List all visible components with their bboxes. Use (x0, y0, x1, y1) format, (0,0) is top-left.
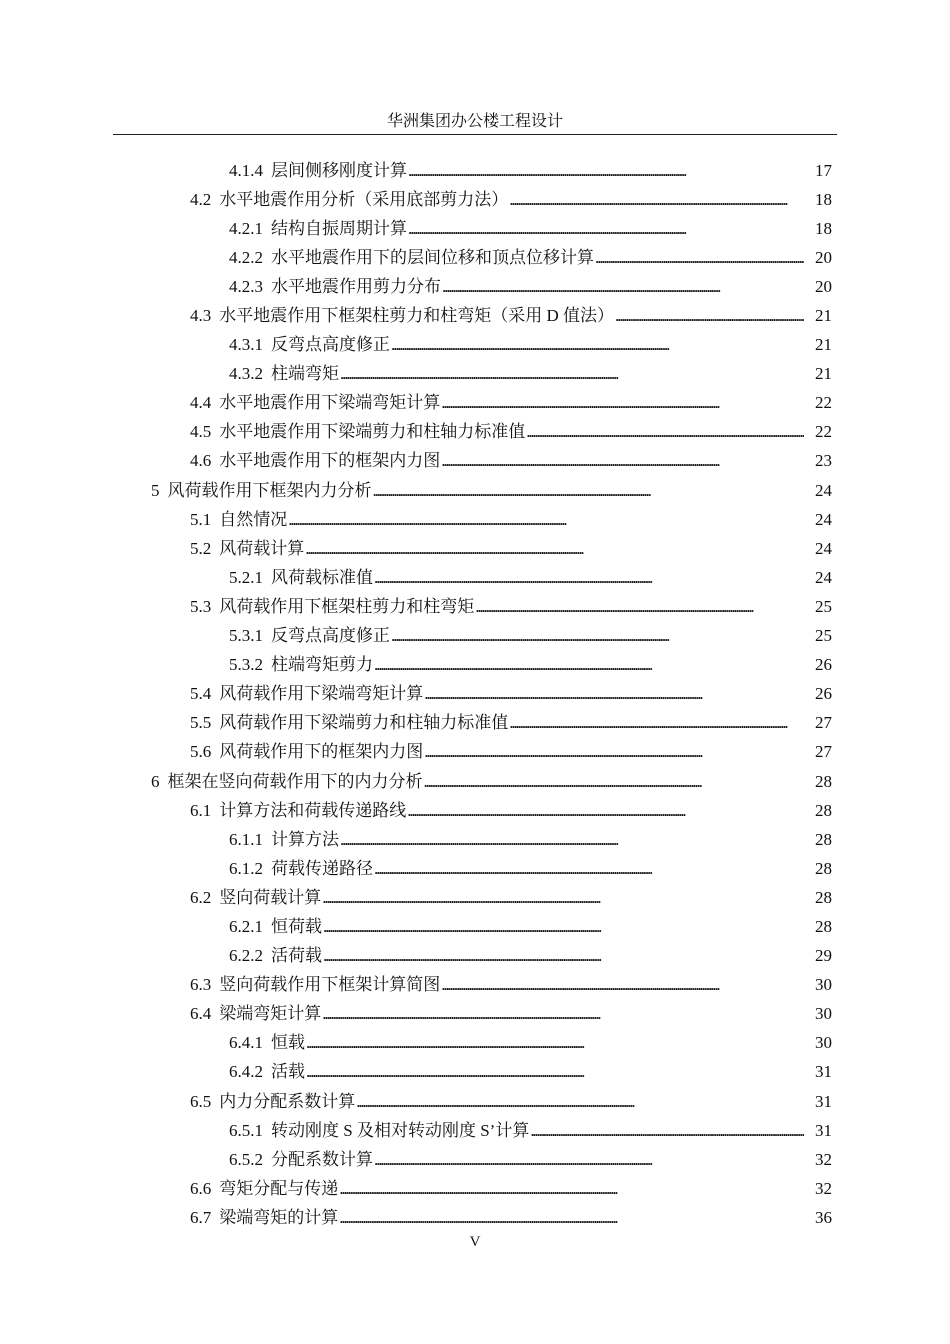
toc-page-number: 22 (804, 422, 832, 442)
toc-section-number: 6.2 (190, 887, 212, 907)
toc-entry-label (190, 1004, 322, 1024)
toc-entry[interactable] (0, 622, 950, 651)
toc-section-number: 6.5 (190, 1091, 212, 1111)
toc-section-title: 转动刚度 S 及相对转动刚度 S’计算 (271, 1120, 530, 1140)
toc-section-title: 活荷载 (271, 946, 322, 966)
toc-entry-label (229, 219, 408, 239)
page-number: V (469, 1234, 481, 1250)
toc-dot-leader (391, 626, 804, 646)
toc-page-number: 28 (804, 888, 832, 908)
toc-entry-label (229, 1121, 530, 1141)
toc-entry[interactable] (0, 185, 950, 214)
toc-dot-leader (306, 1062, 804, 1082)
toc-section-number: 5.1 (190, 509, 212, 529)
toc-entry[interactable] (0, 389, 950, 418)
toc-page-number: 26 (804, 684, 832, 704)
toc-page-number: 28 (804, 830, 832, 850)
toc-page-number: 25 (804, 597, 832, 617)
toc-section-number: 5.3 (190, 596, 212, 616)
toc-section-number: 6.2.2 (229, 946, 263, 966)
toc-section-number: 6.6 (190, 1178, 212, 1198)
toc-entry[interactable] (0, 767, 950, 796)
toc-entry[interactable] (0, 942, 950, 971)
toc-entry[interactable] (0, 1145, 950, 1174)
toc-section-number: 4.3.1 (229, 335, 263, 355)
toc-dot-leader (509, 190, 804, 210)
toc-section-title: 内力分配系数计算 (219, 1091, 356, 1111)
toc-section-title: 计算方法和荷载传递路线 (219, 800, 407, 820)
toc-entry[interactable] (0, 592, 950, 621)
toc-page-number: 28 (804, 801, 832, 821)
toc-dot-leader (424, 772, 805, 792)
toc-page-number: 31 (804, 1092, 832, 1112)
toc-dot-leader (306, 1033, 804, 1053)
toc-entry-label (190, 975, 441, 995)
toc-section-number: 6.5.2 (229, 1149, 263, 1169)
table-of-contents (0, 156, 950, 1232)
toc-section-title: 反弯点高度修正 (271, 626, 390, 646)
toc-entry-label (190, 801, 407, 821)
toc-page-number: 25 (804, 626, 832, 646)
toc-section-title: 恒载 (271, 1033, 305, 1053)
toc-entry-label (190, 888, 322, 908)
toc-section-title: 计算方法 (271, 829, 339, 849)
toc-dot-leader (615, 306, 804, 326)
toc-page-number: 21 (804, 306, 832, 326)
toc-entry[interactable] (0, 1174, 950, 1203)
toc-entry-label (190, 597, 475, 617)
toc-dot-leader (391, 335, 804, 355)
toc-dot-leader (339, 1208, 804, 1228)
toc-entry-label (229, 1062, 306, 1082)
toc-entry[interactable] (0, 505, 950, 534)
toc-entry-label (190, 684, 424, 704)
toc-entry-label (229, 917, 323, 937)
toc-entry[interactable] (0, 563, 950, 592)
toc-section-number: 6.3 (190, 975, 212, 995)
toc-section-title: 水平地震作用下的框架内力图 (219, 451, 441, 471)
toc-dot-leader (339, 1179, 804, 1199)
toc-section-number: 6.1.1 (229, 829, 263, 849)
toc-section-title: 柱端弯矩 (271, 364, 339, 384)
toc-dot-leader (356, 1092, 804, 1112)
toc-section-number: 6.5.1 (229, 1120, 263, 1140)
toc-section-title: 框架在竖向荷载作用下的内力分析 (167, 771, 423, 791)
toc-dot-leader (441, 975, 804, 995)
toc-section-number: 4.2.1 (229, 218, 263, 238)
toc-dot-leader (441, 451, 804, 471)
toc-dot-leader (441, 393, 804, 413)
toc-dot-leader (408, 161, 804, 181)
toc-page-number: 26 (804, 655, 832, 675)
toc-section-title: 竖向荷载作用下框架计算简图 (219, 975, 441, 995)
toc-entry-label (229, 655, 374, 675)
toc-entry-label (229, 626, 391, 646)
toc-entry[interactable] (0, 1058, 950, 1087)
toc-section-title: 风荷载作用下梁端剪力和柱轴力标准值 (219, 713, 509, 733)
toc-page-number: 32 (804, 1179, 832, 1199)
toc-entry-label (229, 1033, 306, 1053)
toc-entry-label (190, 393, 441, 413)
toc-entry-label (151, 481, 373, 501)
toc-entry[interactable] (0, 214, 950, 243)
toc-section-title: 梁端弯矩的计算 (219, 1207, 339, 1227)
toc-section-number: 4.2 (190, 189, 212, 209)
toc-page-number: 27 (804, 742, 832, 762)
toc-section-title: 荷载传递路径 (271, 858, 373, 878)
toc-section-number: 4.3.2 (229, 364, 263, 384)
toc-entry-label (190, 1179, 339, 1199)
toc-entry-label (190, 451, 441, 471)
toc-entry[interactable] (0, 331, 950, 360)
toc-dot-leader (424, 684, 804, 704)
toc-entry[interactable] (0, 796, 950, 825)
toc-dot-leader (475, 597, 804, 617)
toc-dot-leader (323, 917, 804, 937)
toc-section-number: 4.1.4 (229, 160, 263, 180)
toc-page-number: 30 (804, 975, 832, 995)
toc-dot-leader (374, 655, 804, 675)
toc-entry[interactable] (0, 854, 950, 883)
toc-dot-leader (595, 248, 804, 268)
toc-entry-label (151, 772, 424, 792)
toc-section-number: 6.2.1 (229, 916, 263, 936)
toc-page-number: 36 (804, 1208, 832, 1228)
toc-section-number: 6.4 (190, 1004, 212, 1024)
toc-section-number: 6.1 (190, 800, 212, 820)
toc-entry[interactable] (0, 883, 950, 912)
page-header: 华洲集团办公楼工程设计 (386, 113, 563, 130)
toc-entry[interactable] (0, 1116, 950, 1145)
toc-page-number: 24 (804, 568, 832, 588)
toc-section-number: 5.5 (190, 713, 212, 733)
toc-dot-leader (442, 277, 804, 297)
toc-section-title: 水平地震作用分析（采用底部剪力法） (219, 189, 509, 209)
toc-section-title: 结构自振周期计算 (271, 218, 407, 238)
toc-entry-label (229, 1150, 374, 1170)
toc-dot-leader (374, 1150, 804, 1170)
toc-dot-leader (374, 859, 804, 879)
toc-section-number: 4.3 (190, 306, 212, 326)
toc-section-title: 柱端弯矩剪力 (271, 655, 373, 675)
toc-entry[interactable] (0, 912, 950, 941)
toc-entry-label (190, 742, 424, 762)
toc-dot-leader (323, 946, 804, 966)
toc-section-title: 弯矩分配与传递 (219, 1178, 339, 1198)
toc-entry[interactable] (0, 243, 950, 272)
toc-section-title: 梁端弯矩计算 (219, 1004, 322, 1024)
toc-page-number: 23 (804, 451, 832, 471)
toc-section-number: 5.2.1 (229, 567, 263, 587)
toc-entry-label (190, 422, 526, 442)
toc-entry-label (229, 568, 374, 588)
toc-section-number: 6.4.2 (229, 1062, 263, 1082)
toc-section-title: 反弯点高度修正 (271, 335, 390, 355)
toc-section-number: 5.3.2 (229, 655, 263, 675)
toc-dot-leader (407, 801, 804, 821)
toc-dot-leader (374, 568, 804, 588)
toc-page-number: 21 (804, 364, 832, 384)
toc-section-number: 6 (151, 771, 160, 791)
toc-page-number: 20 (804, 248, 832, 268)
toc-section-number: 6.7 (190, 1207, 212, 1227)
toc-entry[interactable] (0, 709, 950, 738)
toc-entry[interactable] (0, 651, 950, 680)
toc-section-number: 5.6 (190, 742, 212, 762)
toc-section-title: 活载 (271, 1062, 305, 1082)
toc-section-number: 4.4 (190, 393, 212, 413)
toc-entry-label (190, 306, 615, 326)
toc-section-title: 风荷载计算 (219, 538, 305, 558)
toc-entry-label (229, 335, 391, 355)
toc-page-number: 22 (804, 393, 832, 413)
toc-entry-label (229, 277, 442, 297)
toc-page-number: 30 (804, 1033, 832, 1053)
toc-entry[interactable] (0, 680, 950, 709)
toc-entry-label (229, 248, 595, 268)
toc-entry-label (229, 859, 374, 879)
toc-dot-leader (526, 422, 804, 442)
toc-entry[interactable] (0, 534, 950, 563)
toc-entry[interactable] (0, 1000, 950, 1029)
toc-section-number: 4.2.3 (229, 276, 263, 296)
toc-section-title: 水平地震作用剪力分布 (271, 276, 441, 296)
toc-page-number: 29 (804, 946, 832, 966)
toc-entry-label (229, 946, 323, 966)
toc-section-title: 竖向荷载计算 (219, 887, 322, 907)
toc-entry-label (190, 510, 288, 530)
toc-section-title: 风荷载作用下梁端弯矩计算 (219, 684, 424, 704)
toc-section-title: 风荷载标准值 (271, 567, 373, 587)
toc-page-number: 17 (804, 161, 832, 181)
toc-section-number: 6.1.2 (229, 858, 263, 878)
toc-section-title: 风荷载作用下框架柱剪力和柱弯矩 (219, 596, 475, 616)
toc-entry[interactable] (0, 825, 950, 854)
toc-entry[interactable] (0, 1203, 950, 1232)
toc-section-number: 5.4 (190, 684, 212, 704)
toc-section-title: 自然情况 (219, 509, 288, 529)
toc-section-title: 恒荷载 (271, 916, 322, 936)
toc-dot-leader (340, 830, 804, 850)
toc-section-number: 5.3.1 (229, 626, 263, 646)
toc-entry-label (190, 713, 509, 733)
toc-entry[interactable] (0, 476, 950, 505)
toc-section-title: 层间侧移刚度计算 (271, 160, 407, 180)
toc-page-number: 28 (804, 917, 832, 937)
toc-section-number: 4.2.2 (229, 247, 263, 267)
toc-dot-leader (424, 742, 804, 762)
toc-entry[interactable] (0, 971, 950, 1000)
toc-entry[interactable] (0, 272, 950, 301)
toc-page-number: 28 (804, 859, 832, 879)
toc-page-number: 18 (804, 219, 832, 239)
toc-section-number: 5 (151, 480, 160, 500)
toc-section-number: 5.2 (190, 538, 212, 558)
toc-page-number: 20 (804, 277, 832, 297)
toc-entry[interactable] (0, 738, 950, 767)
toc-page-number: 31 (804, 1121, 832, 1141)
toc-page-number: 30 (804, 1004, 832, 1024)
toc-page-number: 31 (804, 1062, 832, 1082)
toc-page-number: 24 (804, 481, 832, 501)
toc-section-number: 4.5 (190, 422, 212, 442)
toc-section-title: 风荷载作用下的框架内力图 (219, 742, 424, 762)
toc-dot-leader (408, 219, 804, 239)
toc-dot-leader (509, 713, 804, 733)
toc-dot-leader (288, 510, 804, 530)
toc-entry[interactable] (0, 418, 950, 447)
toc-section-title: 水平地震作用下梁端剪力和柱轴力标准值 (219, 422, 526, 442)
toc-entry-label (190, 190, 509, 210)
toc-section-number: 6.4.1 (229, 1033, 263, 1053)
toc-dot-leader (340, 364, 804, 384)
header-rule (113, 134, 837, 135)
toc-entry-label (229, 830, 340, 850)
toc-entry[interactable] (0, 1029, 950, 1058)
toc-page-number: 21 (804, 335, 832, 355)
toc-entry-label (229, 161, 408, 181)
toc-page-number: 24 (804, 510, 832, 530)
toc-section-title: 风荷载作用下框架内力分析 (167, 480, 372, 500)
toc-section-title: 分配系数计算 (271, 1149, 373, 1169)
toc-dot-leader (305, 539, 804, 559)
toc-dot-leader (322, 1004, 804, 1024)
toc-dot-leader (322, 888, 804, 908)
toc-page-number: 24 (804, 539, 832, 559)
toc-dot-leader (373, 481, 805, 501)
toc-entry-label (190, 1092, 356, 1112)
toc-section-title: 水平地震作用下框架柱剪力和柱弯矩（采用 D 值法） (219, 306, 615, 326)
toc-dot-leader (530, 1121, 804, 1141)
toc-entry[interactable] (0, 156, 950, 185)
toc-section-number: 4.6 (190, 451, 212, 471)
toc-entry-label (190, 1208, 339, 1228)
toc-entry[interactable] (0, 360, 950, 389)
toc-entry-label (190, 539, 305, 559)
toc-page-number: 27 (804, 713, 832, 733)
toc-entry[interactable] (0, 447, 950, 476)
toc-entry[interactable] (0, 1087, 950, 1116)
toc-page-number: 28 (804, 772, 832, 792)
toc-entry[interactable] (0, 301, 950, 330)
toc-page-number: 32 (804, 1150, 832, 1170)
toc-section-title: 水平地震作用下梁端弯矩计算 (219, 393, 441, 413)
toc-section-title: 水平地震作用下的层间位移和顶点位移计算 (271, 247, 594, 267)
toc-page-number: 18 (804, 190, 832, 210)
toc-entry-label (229, 364, 340, 384)
